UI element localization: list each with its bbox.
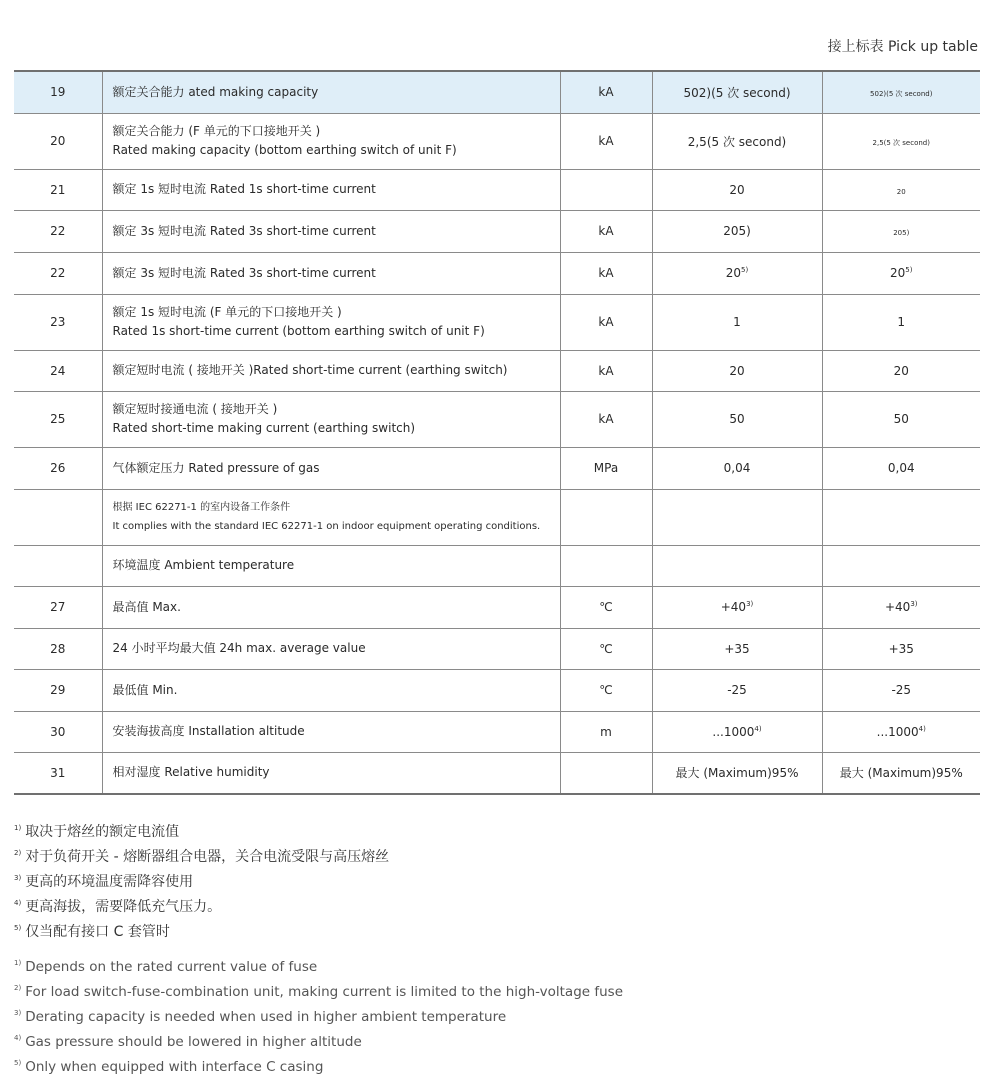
footnote-text: 对于负荷开关 - 熔断器组合电器，关合电流受限与高压熔丝 <box>25 848 390 865</box>
row-description <box>102 545 560 586</box>
table-row <box>14 669 980 711</box>
description-line: 最高值 Max. <box>112 599 181 614</box>
value-column-1 <box>652 294 822 350</box>
value-column-1 <box>652 489 822 545</box>
description-line: 相对湿度 Relative humidity <box>112 765 270 780</box>
table-row <box>14 294 980 350</box>
description-line: 额定 3s 短时电流 Rated 3s short-time current <box>112 265 376 280</box>
row-number: 22 <box>14 210 102 252</box>
description-line: Rated making capacity (bottom earthing switch of unit F) <box>112 143 457 157</box>
value-text: 最大 (Maximum)95% <box>839 766 963 781</box>
footnote <box>14 976 623 1001</box>
footnote <box>14 951 623 976</box>
description-line: 气体额定压力 Rated pressure of gas <box>112 460 320 475</box>
value-column-1 <box>652 391 822 447</box>
table-row <box>14 489 980 545</box>
row-number: 20 <box>14 113 102 169</box>
row-description <box>102 294 560 350</box>
footnote-marker: 5) <box>14 924 22 932</box>
row-unit: m <box>560 711 652 752</box>
row-description <box>102 350 560 391</box>
value-column-2 <box>822 113 980 169</box>
pick-up-table-caption: 接上标表 Pick up table <box>827 39 978 55</box>
value-text: 20 <box>890 266 906 280</box>
description-line: 额定短时电流 ( 接地开关 )Rated short-time current (earthing switch) <box>112 363 508 377</box>
row-number: 21 <box>14 169 102 210</box>
footnote <box>14 1001 623 1026</box>
value-column-2 <box>822 545 980 586</box>
value-text: 20 <box>729 182 745 197</box>
row-description <box>102 669 560 711</box>
footnote-marker: 3) <box>910 600 918 608</box>
row-number: 27 <box>14 586 102 628</box>
description-line: 最低值 Min. <box>112 682 178 697</box>
value-text: 20 <box>893 363 909 378</box>
value-text: 最大 (Maximum)95% <box>675 766 799 781</box>
footnote-marker: 1) <box>14 959 22 967</box>
footnote-text: 更高海拔，需要降低充气压力。 <box>25 898 222 915</box>
row-number: 30 <box>14 711 102 752</box>
value-column-2 <box>822 752 980 794</box>
footnote-marker: 3) <box>746 600 754 608</box>
table-row <box>14 350 980 391</box>
value-text: ...1000 <box>712 724 755 739</box>
value-column-1 <box>652 113 822 169</box>
row-description <box>102 752 560 794</box>
value-column-2 <box>822 711 980 752</box>
row-number: 31 <box>14 752 102 794</box>
table-row <box>14 71 980 113</box>
row-number: 19 <box>14 71 102 113</box>
row-unit: ℃ <box>560 586 652 628</box>
table-row <box>14 391 980 447</box>
row-unit: MPa <box>560 447 652 489</box>
value-text: 205) <box>723 224 751 238</box>
footnote-marker: 4) <box>14 899 22 907</box>
value-column-2 <box>822 252 980 294</box>
row-number: 22 <box>14 252 102 294</box>
value-column-2 <box>822 169 980 210</box>
row-number: 25 <box>14 391 102 447</box>
value-text: 20 <box>896 187 906 196</box>
value-text: ...1000 <box>876 724 919 739</box>
footnote-marker: 3) <box>14 874 22 882</box>
table-row <box>14 210 980 252</box>
value-text: -25 <box>891 683 912 697</box>
value-text: 20 <box>729 363 745 378</box>
row-description <box>102 586 560 628</box>
value-column-1 <box>652 169 822 210</box>
footnote-marker: 2) <box>14 984 22 992</box>
row-number: 26 <box>14 447 102 489</box>
value-text: 50 <box>729 412 745 426</box>
value-text: 2,5(5 次 second) <box>687 134 787 149</box>
footnote <box>14 841 389 866</box>
footnote-text: Gas pressure should be lowered in higher altitude <box>25 1033 362 1050</box>
row-unit <box>560 752 652 794</box>
value-column-2 <box>822 350 980 391</box>
row-unit <box>560 489 652 545</box>
footnote-marker: 4) <box>754 724 762 733</box>
table-row <box>14 752 980 794</box>
description-line: 环境温度 Ambient temperature <box>112 558 295 572</box>
footnote-marker: 4) <box>918 724 926 733</box>
table-row <box>14 447 980 489</box>
row-number: 28 <box>14 628 102 669</box>
footnote <box>14 891 389 916</box>
value-column-2 <box>822 628 980 669</box>
footnote <box>14 1051 623 1076</box>
footnote-marker: 5) <box>905 266 913 274</box>
row-unit: kA <box>560 294 652 350</box>
value-text: 2,5(5 次 second) <box>872 139 930 147</box>
row-description <box>102 447 560 489</box>
row-unit: kA <box>560 113 652 169</box>
row-description <box>102 489 560 545</box>
row-unit: ℃ <box>560 669 652 711</box>
row-number: 29 <box>14 669 102 711</box>
footnote-text: For load switch-fuse-combination unit, making current is limited to the high-voltage fuse <box>25 983 624 1000</box>
footnotes-english <box>14 951 623 1076</box>
value-column-2 <box>822 294 980 350</box>
table-row <box>14 628 980 669</box>
value-column-2 <box>822 210 980 252</box>
footnote-text: 更高的环境温度需降容使用 <box>25 873 194 890</box>
footnote-text: Depends on the rated current value of fuse <box>25 958 318 975</box>
value-text: 0,04 <box>887 461 915 475</box>
footnote-text: Only when equipped with interface C casing <box>25 1058 324 1075</box>
row-unit: kA <box>560 391 652 447</box>
value-text: -25 <box>727 683 747 697</box>
description-line: 24 小时平均最大值 24h max. average value <box>112 641 366 655</box>
row-unit <box>560 169 652 210</box>
value-column-1 <box>652 210 822 252</box>
table-row <box>14 113 980 169</box>
description-line: 额定 1s 短时电流 (F 单元的下口接地开关 ) <box>112 305 342 319</box>
row-description <box>102 252 560 294</box>
value-column-1 <box>652 669 822 711</box>
value-column-2 <box>822 391 980 447</box>
row-description <box>102 628 560 669</box>
value-text: +35 <box>888 641 914 656</box>
footnote-text: 仅当配有接口 C 套管时 <box>25 923 170 940</box>
row-number <box>14 545 102 586</box>
table-row <box>14 711 980 752</box>
value-text: 1 <box>733 315 741 329</box>
row-description <box>102 169 560 210</box>
description-line: 额定 1s 短时电流 Rated 1s short-time current <box>112 182 376 196</box>
row-unit: kA <box>560 210 652 252</box>
value-text: 1 <box>897 315 906 329</box>
description-line: 额定短时接通电流 ( 接地开关 ) <box>112 402 278 416</box>
value-text: +40 <box>720 600 747 614</box>
value-text: 502)(5 次 second) <box>870 90 933 99</box>
description-line: Rated 1s short-time current (bottom earthing switch of unit F) <box>112 324 485 338</box>
row-unit: kA <box>560 252 652 294</box>
value-text: 502)(5 次 second) <box>683 85 791 100</box>
row-description <box>102 711 560 752</box>
footnote-text: 取决于熔丝的额定电流值 <box>25 823 180 840</box>
value-text: +40 <box>884 600 911 614</box>
footnote <box>14 866 389 891</box>
value-column-1 <box>652 350 822 391</box>
value-column-2 <box>822 669 980 711</box>
description-line: 额定 3s 短时电流 Rated 3s short-time current <box>112 223 376 238</box>
footnote-text: Derating capacity is needed when used in higher ambient temperature <box>25 1008 507 1025</box>
footnote-marker: 2) <box>14 849 22 857</box>
specification-table <box>14 70 980 795</box>
value-column-1 <box>652 252 822 294</box>
footnote-marker: 5) <box>14 1059 22 1067</box>
row-unit: kA <box>560 71 652 113</box>
row-number: 23 <box>14 294 102 350</box>
row-description <box>102 71 560 113</box>
row-unit: kA <box>560 350 652 391</box>
description-line: It complies with the standard IEC 62271-1 on indoor equipment operating conditions. <box>112 521 541 532</box>
footnote <box>14 916 389 941</box>
footnote-marker: 1) <box>14 824 22 832</box>
value-text: 50 <box>893 412 909 426</box>
row-unit: ℃ <box>560 628 652 669</box>
table-row <box>14 586 980 628</box>
value-text: 20 <box>725 266 742 280</box>
value-column-1 <box>652 71 822 113</box>
description-line: Rated short-time making current (earthing switch) <box>112 421 416 435</box>
description-line: 额定关合能力 (F 单元的下口接地开关 ) <box>112 124 321 138</box>
row-unit <box>560 545 652 586</box>
value-column-1 <box>652 628 822 669</box>
footnote-marker: 3) <box>14 1009 22 1017</box>
table-row <box>14 169 980 210</box>
value-text: 205) <box>893 229 910 237</box>
description-line: 额定关合能力 ated making capacity <box>112 84 319 99</box>
row-description <box>102 113 560 169</box>
value-column-1 <box>652 586 822 628</box>
footnote <box>14 816 389 841</box>
footnote <box>14 1026 623 1051</box>
footnote-marker: 5) <box>741 266 749 274</box>
value-column-1 <box>652 752 822 794</box>
value-column-1 <box>652 711 822 752</box>
value-column-2 <box>822 447 980 489</box>
value-text: +35 <box>724 641 750 656</box>
value-column-1 <box>652 545 822 586</box>
value-column-1 <box>652 447 822 489</box>
row-description <box>102 391 560 447</box>
value-column-2 <box>822 71 980 113</box>
value-text: 0,04 <box>723 461 751 475</box>
table-row <box>14 252 980 294</box>
row-number: 24 <box>14 350 102 391</box>
row-number <box>14 489 102 545</box>
description-line: 根据 IEC 62271-1 的室内设备工作条件 <box>112 502 291 513</box>
table-row <box>14 545 980 586</box>
footnotes-chinese <box>14 816 389 941</box>
row-description <box>102 210 560 252</box>
value-column-2 <box>822 489 980 545</box>
value-column-2 <box>822 586 980 628</box>
footnote-marker: 4) <box>14 1034 22 1042</box>
description-line: 安装海拔高度 Installation altitude <box>112 724 305 738</box>
